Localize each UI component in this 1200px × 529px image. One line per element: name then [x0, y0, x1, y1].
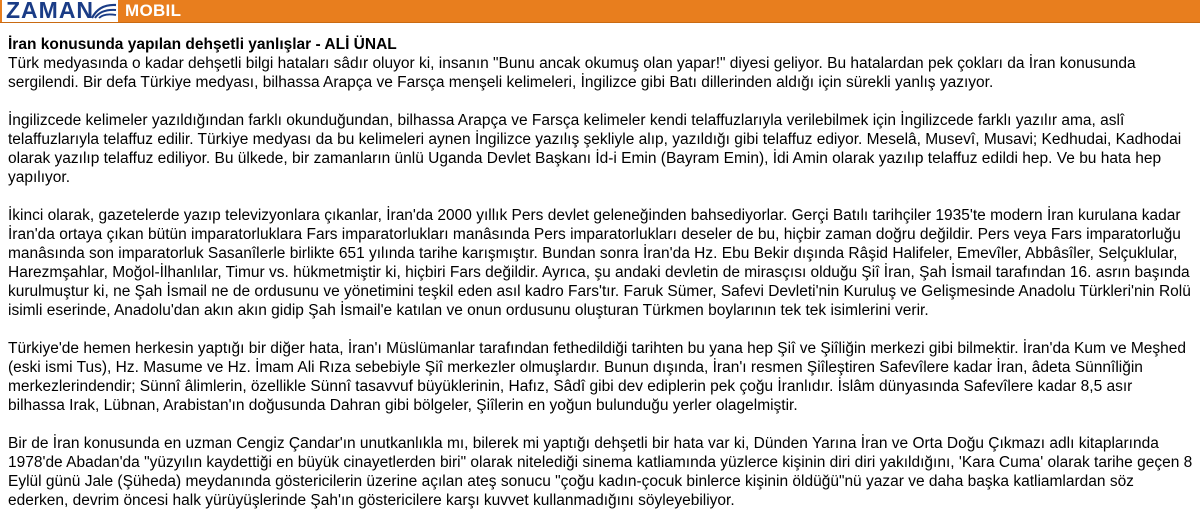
paragraph-1: Türk medyasında o kadar dehşetli bilgi hataları sâdır oluyor ki, insanın "Bunu ancak okumuş olan yapar!" diyesi geliyor. Bu hatalardan pek çokları da İran konusunda sergilendi. Bir defa Türkiye medyası, bilhassa Arapça ve Farsça menşeli kelimeleri, İngilizce gibi Batı dillerinden aldığı için sürekli yanlış yazıyor. [8, 55, 1136, 91]
paragraph-5: Bir de İran konusunda en uzman Cengiz Çandar'ın unutkanlıkla mı, bilerek mi yaptığı dehşetli bir hata var ki, Dünden Yarına İran ve Orta Doğu Çıkmazı adlı kitaplarında 1978'de Abadan'da "yüzyılın kaydettiği en büyük cinayetlerden biri" olarak nitelediği sinema katliamında yüzlerce kişinin diri diri yakıldığını, 'Kara Cuma' olarak tarihe geçen 8 Eylül günü Jale (Şüheda) meydanında göstericilerin üzerine açılan ateş sonucu "çoğu kadın-çocuk binlerce kişinin öldüğü"nü yazar ve daha başka katliamlardan söz ederken, devrim öncesi halk yürüyüşlerinde Şah'ın göstericilere karşı kuvvet kullanmadığını söyleyebiliyor. [8, 435, 1193, 509]
top-bar [0, 0, 1200, 23]
paragraph-3: İkinci olarak, gazetelerde yazıp televizyonlara çıkanlar, İran'da 2000 yıllık Pers devlet geleneğinden bahsediyorlar. Gerçi Batılı tarihçiler 1935'te modern İran kurulana kadar İran'da ortaya çıkan bütün imparatorluklara Fars imparatorlukları manâsında Pers imparatorlukları deseler de bu, hiçbir zaman doğru değildir. Pers veya Fars imparatorluğu manâsında son imparatorluk Sasanîlerle birlikte 651 yılında tarihe karışmıştır. Bundan sonra İran'da Hz. Ebu Bekir dışında Râşid Halifeler, Emevîler, Abbâsîler, Selçuklular, Harezmşahlar, Moğol-İlhanlılar, Timur vs. hükmetmiştir ki, hiçbiri Fars değildir. Ayrıca, şu andaki devletin de mirasçısı olduğu Şiî İran, Şah İsmail tarafından 16. asrın başında kurulmuştur ki, ne Şah İsmail ne de ordusunu ve yönetimini teşkil eden asıl kadro Fars'tır. Faruk Sümer, Safevi Devleti'nin Kuruluş ve Gelişmesinde Anadolu Türkleri'nin Rolü isimli eserinde, Anadolu'dan akın akın gidip Şah İsmail'e katılan ve onun ordusunu oluşturan Türkmen boylarının tek tek isimlerini verir. [8, 207, 1191, 319]
section-label-mobil[interactable]: MOBIL [125, 1, 182, 20]
paragraph-2: İngilizcede kelimeler yazıldığından farklı okunduğundan, bilhassa Arapça ve Farsça kelimeler kendi telaffuzlarıyla verilebilmek için İngilizcede farklı yazılır ama, aslî telaffuzlarıyla telaffuz edilir. Türkiye medyası da bu kelimeleri aynen İngilizce yazılış şekliyle alıp, yazıldığı gibi telaffuz ediyor. Meselâ, Musevî, Musavi; Kedhudai, Kadhodai olarak yazılıp telaffuz ediliyor. Bu ülkede, bir zamanların ünlü Uganda Devlet Başkanı İd-i Emin (Bayram Emin), İdi Amin olarak yazılıp telaffuz edildi hep. Ve bu hata hep yapılıyor. [8, 112, 1182, 186]
paragraph-4: Türkiye'de hemen herkesin yaptığı bir diğer hata, İran'ı Müslümanlar tarafından fethedildiği tarihten bu yana hep Şiî ve Şiîliğin merkezi gibi bilmektir. İran'da Kum ve Meşhed (eski ismi Tus), Hz. Masume ve Hz. İmam Ali Rıza sebebiyle Şiî merkezler olmuşlardır. Bunun dışında, İran'ı resmen Şiîleştiren Safevîlere kadar İran, âdeta Sünnîliğin merkezlerindendir; Sünnî âlimlerin, özellikle Sünnî tasavvuf büyüklerinin, Hafız, Sâdî gibi dev ediplerin pek çoğu İranlıdır. İslâm dünyasında Safevîlere kadar 8,5 asır bilhassa Irak, Lübnan, Arabistan'ın doğusunda Dahran gibi bölgeler, Şiîlerin en yoğun bulunduğu yerler olagelmiştir. [8, 340, 1187, 414]
logo-text: ZAMAN [6, 0, 95, 22]
article-title: İran konusunda yapılan dehşetli yanlışlar - ALİ ÜNAL [8, 36, 397, 53]
article-body [8, 35, 1193, 529]
swoosh-icon [91, 2, 117, 20]
zaman-logo[interactable] [2, 0, 118, 22]
